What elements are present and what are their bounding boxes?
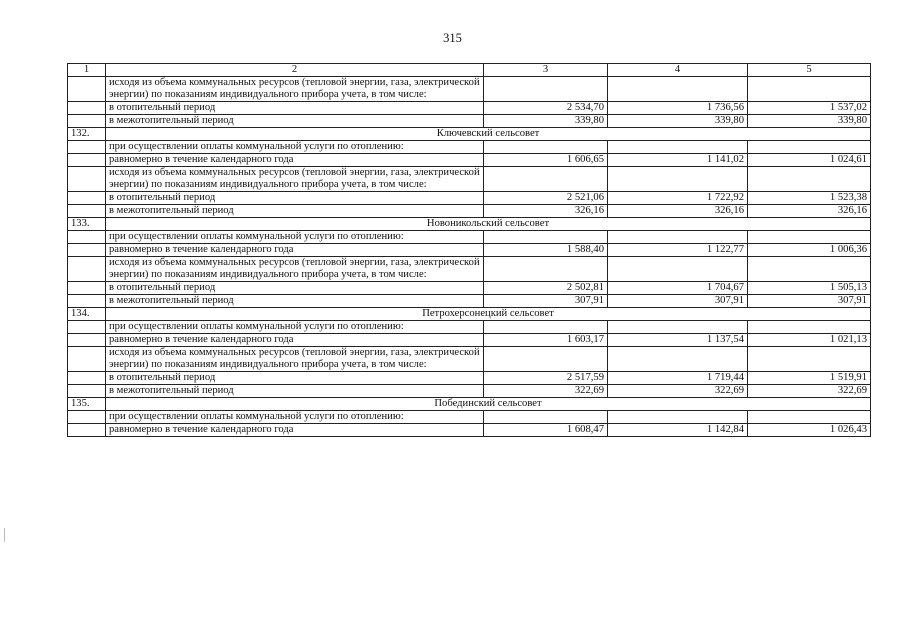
section-row: [68, 128, 871, 141]
table-row: [68, 102, 871, 115]
value-col5-cell: [748, 231, 871, 244]
value-col4-cell: 1 122,77: [608, 244, 748, 257]
row-number-cell: [68, 102, 106, 115]
value-col3-cell: [484, 321, 608, 334]
description-cell: в отопительный период: [106, 372, 484, 385]
value-col4-cell: [608, 231, 748, 244]
value-col4-cell: 1 719,44: [608, 372, 748, 385]
description-cell: в отопительный период: [106, 192, 484, 205]
table-row: [68, 205, 871, 218]
row-number-cell: [68, 321, 106, 334]
table-row: [68, 192, 871, 205]
value-col5-cell: 1 006,36: [748, 244, 871, 257]
value-col5-cell: [748, 347, 871, 372]
table-row: [68, 347, 871, 372]
table-row: [68, 257, 871, 282]
row-number-cell: [68, 77, 106, 102]
column-header-3: 3: [484, 64, 608, 77]
section-row: [68, 398, 871, 411]
value-col5-cell: 322,69: [748, 385, 871, 398]
value-col4-cell: [608, 321, 748, 334]
description-cell: в межотопительный период: [106, 205, 484, 218]
table-row: [68, 141, 871, 154]
value-col5-cell: 339,80: [748, 115, 871, 128]
row-number-cell: [68, 411, 106, 424]
column-header-row: [68, 64, 871, 77]
row-number-cell: [68, 334, 106, 347]
value-col3-cell: 2 534,70: [484, 102, 608, 115]
value-col3-cell: [484, 231, 608, 244]
value-col4-cell: 1 141,02: [608, 154, 748, 167]
value-col5-cell: [748, 77, 871, 102]
value-col5-cell: 1 026,43: [748, 424, 871, 437]
row-number-cell: [68, 282, 106, 295]
description-cell: в межотопительный период: [106, 385, 484, 398]
table-row: [68, 411, 871, 424]
description-cell: исходя из объема коммунальных ресурсов (тепловой энергии, газа, электрической энергии) по показаниям индивидуального прибора учета, в том числе:: [106, 347, 484, 372]
row-number-cell: [68, 167, 106, 192]
section-title-cell: Ключевский сельсовет: [106, 128, 871, 141]
value-col4-cell: 1 137,54: [608, 334, 748, 347]
column-header-5: 5: [748, 64, 871, 77]
column-header-2: 2: [106, 64, 484, 77]
table-row: [68, 334, 871, 347]
description-cell: равномерно в течение календарного года: [106, 154, 484, 167]
value-col3-cell: 1 603,17: [484, 334, 608, 347]
table-row: [68, 424, 871, 437]
value-col5-cell: 1 519,91: [748, 372, 871, 385]
value-col5-cell: 1 505,13: [748, 282, 871, 295]
value-col5-cell: 1 021,13: [748, 334, 871, 347]
value-col4-cell: 339,80: [608, 115, 748, 128]
value-col5-cell: 1 024,61: [748, 154, 871, 167]
description-cell: при осуществлении оплаты коммунальной услуги по отоплению:: [106, 321, 484, 334]
value-col4-cell: 307,91: [608, 295, 748, 308]
description-cell: при осуществлении оплаты коммунальной услуги по отоплению:: [106, 411, 484, 424]
section-title-cell: Новоникольский сельсовет: [106, 218, 871, 231]
row-number-cell: [68, 231, 106, 244]
page-number: 315: [443, 31, 462, 45]
description-cell: исходя из объема коммунальных ресурсов (тепловой энергии, газа, электрической энергии) по показаниям индивидуального прибора учета, в том числе:: [106, 77, 484, 102]
value-col5-cell: [748, 141, 871, 154]
value-col3-cell: 2 502,81: [484, 282, 608, 295]
row-number-cell: 134.: [68, 308, 106, 321]
description-cell: в отопительный период: [106, 102, 484, 115]
row-number-cell: [68, 154, 106, 167]
value-col5-cell: 1 537,02: [748, 102, 871, 115]
value-col4-cell: [608, 257, 748, 282]
table-row: [68, 167, 871, 192]
value-col3-cell: 322,69: [484, 385, 608, 398]
value-col3-cell: [484, 141, 608, 154]
tariff-table: [67, 63, 871, 437]
description-cell: исходя из объема коммунальных ресурсов (тепловой энергии, газа, электрической энергии) по показаниям индивидуального прибора учета, в том числе:: [106, 167, 484, 192]
row-number-cell: [68, 424, 106, 437]
value-col3-cell: [484, 257, 608, 282]
value-col3-cell: [484, 347, 608, 372]
table-row: [68, 372, 871, 385]
column-header-4: 4: [608, 64, 748, 77]
value-col4-cell: [608, 411, 748, 424]
row-number-cell: [68, 295, 106, 308]
value-col3-cell: 307,91: [484, 295, 608, 308]
row-number-cell: 132.: [68, 128, 106, 141]
description-cell: при осуществлении оплаты коммунальной услуги по отоплению:: [106, 231, 484, 244]
row-number-cell: 133.: [68, 218, 106, 231]
value-col3-cell: [484, 77, 608, 102]
description-cell: исходя из объема коммунальных ресурсов (тепловой энергии, газа, электрической энергии) по показаниям индивидуального прибора учета, в том числе:: [106, 257, 484, 282]
row-number-cell: [68, 205, 106, 218]
description-cell: в межотопительный период: [106, 115, 484, 128]
value-col5-cell: 326,16: [748, 205, 871, 218]
value-col4-cell: 1 704,67: [608, 282, 748, 295]
description-cell: равномерно в течение календарного года: [106, 244, 484, 257]
value-col4-cell: 1 722,92: [608, 192, 748, 205]
row-number-cell: [68, 244, 106, 257]
section-row: [68, 308, 871, 321]
value-col4-cell: 326,16: [608, 205, 748, 218]
value-col3-cell: [484, 167, 608, 192]
table-row: [68, 385, 871, 398]
table-row: [68, 295, 871, 308]
value-col5-cell: [748, 257, 871, 282]
row-number-cell: [68, 192, 106, 205]
value-col3-cell: [484, 411, 608, 424]
table-row: [68, 244, 871, 257]
row-number-cell: [68, 372, 106, 385]
table-row: [68, 154, 871, 167]
row-number-cell: [68, 347, 106, 372]
column-header-1: 1: [68, 64, 106, 77]
row-number-cell: [68, 385, 106, 398]
value-col3-cell: 339,80: [484, 115, 608, 128]
value-col4-cell: [608, 77, 748, 102]
description-cell: в межотопительный период: [106, 295, 484, 308]
value-col5-cell: 1 523,38: [748, 192, 871, 205]
value-col4-cell: [608, 347, 748, 372]
value-col4-cell: 322,69: [608, 385, 748, 398]
value-col4-cell: [608, 167, 748, 192]
value-col3-cell: 2 517,59: [484, 372, 608, 385]
section-row: [68, 218, 871, 231]
description-cell: равномерно в течение календарного года: [106, 424, 484, 437]
table-row: [68, 115, 871, 128]
section-title-cell: Петрохерсонецкий сельсовет: [106, 308, 871, 321]
value-col5-cell: 307,91: [748, 295, 871, 308]
value-col3-cell: 2 521,06: [484, 192, 608, 205]
scan-margin-mark: [4, 528, 5, 542]
row-number-cell: [68, 257, 106, 282]
value-col5-cell: [748, 167, 871, 192]
row-number-cell: [68, 115, 106, 128]
value-col5-cell: [748, 411, 871, 424]
row-number-cell: [68, 141, 106, 154]
value-col3-cell: 1 608,47: [484, 424, 608, 437]
value-col4-cell: 1 736,56: [608, 102, 748, 115]
table-row: [68, 282, 871, 295]
row-number-cell: 135.: [68, 398, 106, 411]
table-row: [68, 231, 871, 244]
value-col5-cell: [748, 321, 871, 334]
section-title-cell: Побединский сельсовет: [106, 398, 871, 411]
table-body: [68, 64, 871, 437]
description-cell: при осуществлении оплаты коммунальной услуги по отоплению:: [106, 141, 484, 154]
description-cell: в отопительный период: [106, 282, 484, 295]
value-col4-cell: [608, 141, 748, 154]
value-col4-cell: 1 142,84: [608, 424, 748, 437]
table-row: [68, 77, 871, 102]
value-col3-cell: 326,16: [484, 205, 608, 218]
description-cell: равномерно в течение календарного года: [106, 334, 484, 347]
value-col3-cell: 1 588,40: [484, 244, 608, 257]
table-row: [68, 321, 871, 334]
value-col3-cell: 1 606,65: [484, 154, 608, 167]
